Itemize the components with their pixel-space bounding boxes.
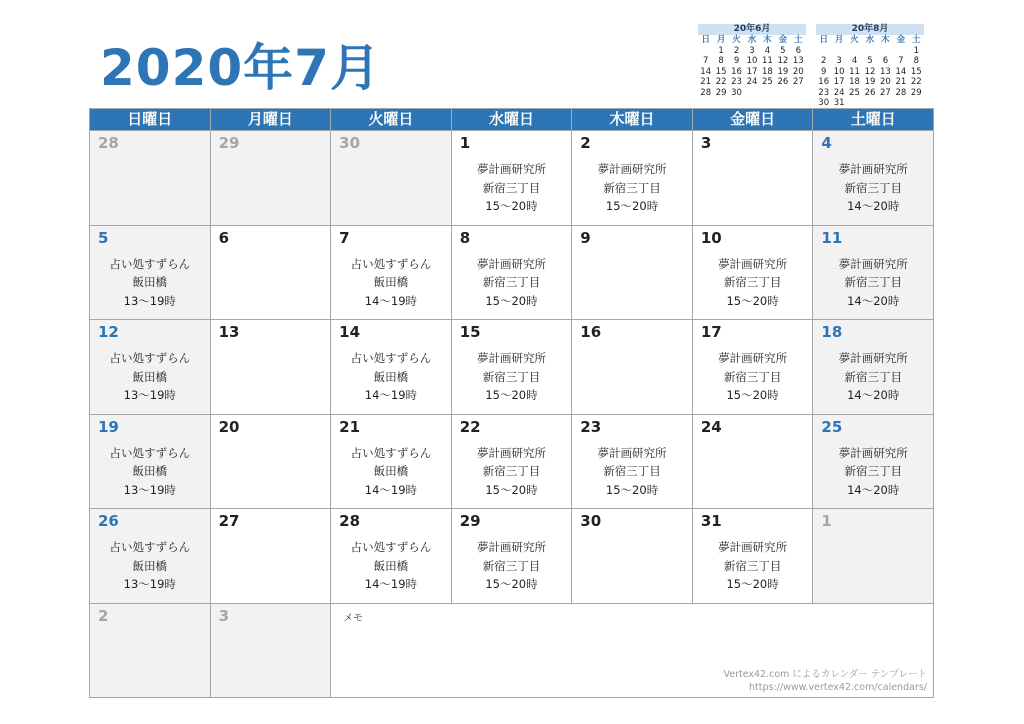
event-details (452, 444, 572, 500)
calendar-day-cell[interactable] (211, 226, 331, 320)
mini-calendar-title: 20年6月 (698, 24, 806, 35)
mini-day: 26 (777, 77, 789, 87)
weekday-header: 木曜日 (572, 109, 692, 130)
event-line: 新宿三丁目 (482, 464, 541, 478)
day-number: 16 (580, 323, 602, 341)
event-details (813, 255, 933, 311)
day-number: 5 (98, 228, 109, 247)
mini-day: 9 (733, 56, 740, 66)
day-number: 25 (821, 417, 843, 436)
mini-day: 7 (898, 56, 904, 66)
event-line: 占い処すずらん (109, 351, 191, 365)
mini-day: 23 (731, 77, 742, 87)
event-line: 15～20時 (485, 199, 538, 213)
mini-day: 28 (700, 87, 712, 98)
mini-weekday-label: 火 (732, 35, 741, 45)
calendar-day-cell[interactable] (452, 226, 572, 320)
mini-day: 6 (882, 56, 889, 66)
event-details (813, 444, 933, 500)
mini-day: 31 (833, 98, 845, 108)
event-line: 夢計画研究所 (718, 256, 788, 271)
mini-day: 28 (895, 87, 907, 98)
event-details (693, 255, 813, 311)
event-details (452, 255, 572, 311)
mini-weekday-label: 土 (912, 35, 921, 45)
event-line: 飯田橋 (132, 558, 168, 573)
mini-day: 1 (718, 45, 724, 56)
event-line: 夢計画研究所 (597, 445, 667, 460)
event-line: 新宿三丁目 (723, 558, 782, 573)
weekday-header: 金曜日 (693, 109, 813, 130)
mini-day: 20 (792, 66, 804, 77)
calendar-day-cell[interactable] (813, 226, 933, 320)
event-line: 15～20時 (605, 482, 659, 497)
event-line: 15～20時 (605, 199, 659, 213)
mini-day: 8 (718, 56, 724, 66)
mini-day (862, 46, 877, 57)
mini-day (816, 46, 831, 57)
mini-day: 29 (910, 87, 922, 98)
day-number: 11 (821, 228, 843, 247)
day-number: 18 (821, 323, 843, 341)
day-number: 30 (339, 134, 361, 152)
weekday-header: 日曜日 (90, 109, 210, 130)
mini-day (775, 88, 790, 99)
calendar-day-cell[interactable] (813, 509, 933, 603)
mini-day: 11 (849, 66, 860, 77)
day-number: 1 (821, 512, 832, 530)
mini-day: 12 (864, 66, 876, 77)
mini-day: 5 (867, 56, 873, 66)
calendar-day-cell[interactable] (813, 415, 933, 509)
weekday-header: 水曜日 (452, 109, 572, 130)
mini-day: 21 (700, 77, 712, 87)
event-line: 飯田橋 (132, 369, 168, 384)
mini-day: 5 (780, 45, 786, 56)
mini-day: 25 (762, 77, 773, 87)
calendar-day-cell[interactable] (211, 131, 331, 225)
day-number: 22 (459, 417, 481, 436)
mini-day (878, 98, 893, 109)
mini-day: 21 (895, 77, 907, 87)
mini-day: 22 (910, 77, 922, 87)
calendar-day-cell[interactable] (572, 415, 692, 509)
mini-day: 24 (746, 77, 758, 87)
mini-day: 14 (700, 66, 712, 77)
event-line: 15～20時 (485, 577, 538, 591)
event-line: 夢計画研究所 (838, 351, 908, 365)
mini-day: 18 (762, 66, 773, 77)
mini-weekday-label: 月 (716, 35, 726, 45)
event-line: 飯田橋 (373, 464, 409, 478)
calendar-day-cell[interactable] (331, 509, 451, 603)
mini-day (893, 98, 908, 109)
event-line: 新宿三丁目 (844, 275, 902, 289)
event-line: 新宿三丁目 (482, 558, 541, 573)
mini-day: 25 (849, 87, 860, 98)
event-details (572, 160, 692, 216)
event-line: 新宿三丁目 (482, 180, 541, 195)
mini-weekday-label: 月 (834, 35, 844, 45)
weekday-header: 土曜日 (813, 109, 933, 130)
page-title: 2020年7月 (100, 39, 381, 97)
event-line: 新宿三丁目 (723, 275, 782, 289)
event-details (90, 444, 210, 500)
event-line: 占い処すずらん (350, 445, 432, 460)
day-number: 3 (218, 606, 229, 625)
mini-day: 14 (895, 66, 907, 77)
calendar-day-cell[interactable] (452, 415, 572, 509)
mini-calendar-june (698, 24, 806, 98)
mini-calendar-grid (698, 35, 806, 98)
mini-day: 7 (703, 56, 709, 66)
event-details (813, 160, 933, 216)
mini-day: 4 (764, 45, 771, 56)
day-number: 3 (700, 134, 712, 152)
mini-day: 22 (715, 77, 727, 87)
event-line: 15～20時 (726, 293, 779, 308)
calendar-day-cell[interactable] (90, 415, 210, 509)
mini-day: 27 (792, 77, 804, 87)
day-number: 28 (339, 512, 361, 530)
credit-text: Vertex42.com によるカレンダー テンプレート (723, 669, 927, 680)
calendar-day-cell[interactable] (90, 131, 210, 225)
event-line: 新宿三丁目 (723, 369, 782, 384)
mini-day: 3 (749, 45, 755, 56)
day-number: 1 (459, 134, 471, 152)
mini-weekday-label: 木 (881, 35, 890, 45)
event-line: 13～19時 (123, 293, 176, 308)
mini-weekday-label: 金 (778, 35, 788, 45)
event-line: 夢計画研究所 (838, 445, 908, 460)
mini-day: 12 (777, 56, 789, 66)
event-line: 飯田橋 (373, 558, 409, 573)
event-line: 夢計画研究所 (476, 256, 546, 271)
month-calendar-grid (89, 108, 934, 698)
calendar-day-cell[interactable] (90, 320, 210, 414)
weekday-header: 火曜日 (331, 109, 451, 130)
event-line: 飯田橋 (373, 369, 409, 384)
mini-day: 10 (746, 56, 758, 66)
mini-day: 1 (913, 45, 919, 56)
mini-day: 23 (818, 87, 830, 98)
day-number: 4 (821, 134, 832, 152)
calendar-day-cell[interactable] (331, 415, 451, 509)
event-line: 新宿三丁目 (603, 180, 661, 195)
calendar-day-cell[interactable] (452, 131, 572, 225)
calendar-day-cell[interactable] (211, 320, 331, 414)
calendar-day-cell[interactable] (211, 604, 331, 698)
mini-day (744, 88, 759, 99)
mini-weekday-label: 金 (896, 35, 906, 45)
calendar-day-cell[interactable] (90, 226, 210, 320)
event-line: 14～19時 (364, 388, 418, 402)
event-line: 13～19時 (123, 388, 176, 402)
event-line: 夢計画研究所 (476, 351, 546, 365)
event-line: 占い処すずらん (109, 540, 191, 554)
event-line: 14～19時 (364, 482, 418, 497)
event-line: 15～20時 (485, 482, 538, 497)
day-number: 31 (700, 512, 722, 530)
credit-url[interactable]: https://www.vertex42.com/calendars/ (749, 682, 927, 693)
mini-weekday-label: 木 (763, 35, 772, 45)
calendar-day-cell[interactable] (211, 415, 331, 509)
event-line: 占い処すずらん (350, 540, 432, 554)
mini-day: 6 (795, 45, 801, 56)
calendar-day-cell[interactable] (693, 226, 813, 320)
event-details (331, 349, 451, 405)
calendar-day-cell[interactable] (331, 131, 451, 225)
event-line: 14～20時 (847, 482, 900, 497)
event-line: 占い処すずらん (109, 445, 191, 460)
event-details (90, 349, 210, 405)
event-line: 夢計画研究所 (597, 162, 667, 176)
event-line: 14～20時 (847, 293, 900, 308)
day-number: 24 (700, 417, 722, 436)
day-number: 6 (218, 228, 229, 247)
calendar-day-cell[interactable] (693, 509, 813, 603)
calendar-day-cell[interactable] (452, 320, 572, 414)
event-line: 飯田橋 (132, 275, 168, 289)
mini-day: 2 (821, 56, 827, 66)
calendar-day-cell[interactable] (90, 604, 210, 698)
event-details (90, 538, 210, 594)
mini-day: 19 (864, 77, 876, 87)
mini-day: 4 (851, 56, 858, 66)
event-details (572, 444, 692, 500)
calendar-day-cell[interactable] (813, 131, 933, 225)
day-number: 20 (218, 417, 240, 436)
mini-day: 15 (910, 66, 922, 77)
day-number: 26 (98, 512, 119, 530)
mini-weekday-label: 日 (701, 35, 710, 45)
day-number: 21 (339, 417, 361, 436)
mini-day: 30 (731, 87, 742, 98)
event-line: 夢計画研究所 (838, 256, 908, 271)
mini-day: 3 (836, 56, 842, 66)
event-line: 新宿三丁目 (482, 275, 541, 289)
calendar-day-cell[interactable] (813, 320, 933, 414)
calendar-day-cell[interactable] (693, 131, 813, 225)
calendar-day-cell[interactable] (572, 226, 692, 320)
mini-day (831, 46, 846, 57)
mini-day: 27 (880, 87, 891, 98)
event-line: 新宿三丁目 (482, 369, 541, 384)
event-line: 新宿三丁目 (844, 369, 902, 384)
day-number: 7 (339, 228, 350, 247)
event-line: 占い処すずらん (350, 351, 432, 365)
event-details (693, 349, 813, 405)
mini-day (760, 88, 775, 99)
day-number: 27 (218, 512, 240, 530)
mini-day: 16 (818, 77, 830, 87)
mini-day: 20 (880, 77, 891, 87)
mini-day: 11 (762, 56, 773, 66)
calendar-day-cell[interactable] (331, 320, 451, 414)
event-line: 飯田橋 (132, 464, 168, 478)
memo-area[interactable] (331, 604, 933, 698)
day-number: 12 (98, 323, 119, 341)
mini-day: 9 (821, 66, 827, 77)
day-number: 29 (218, 134, 240, 152)
mini-day: 17 (833, 77, 845, 87)
mini-day: 26 (864, 87, 876, 98)
event-line: 13～19時 (123, 577, 176, 591)
event-line: 15～20時 (485, 388, 538, 402)
event-line: 14～19時 (364, 577, 418, 591)
mini-weekday-label: 水 (747, 35, 757, 45)
calendar-day-cell[interactable] (452, 509, 572, 603)
event-line: 夢計画研究所 (838, 162, 908, 176)
mini-day (878, 46, 893, 57)
mini-day (791, 88, 806, 99)
mini-day (847, 98, 862, 109)
event-line: 占い処すずらん (109, 256, 191, 271)
mini-day: 18 (849, 77, 860, 87)
event-line: 14～20時 (847, 388, 900, 402)
calendar-day-cell[interactable] (572, 131, 692, 225)
day-number: 9 (580, 228, 591, 247)
mini-day (847, 46, 862, 57)
mini-day (698, 46, 713, 57)
mini-calendar-grid (816, 35, 924, 109)
event-details (813, 349, 933, 405)
memo-label: メモ (343, 612, 364, 624)
weekday-header: 月曜日 (211, 109, 331, 130)
event-line: 15～20時 (726, 577, 779, 591)
mini-day: 30 (818, 98, 830, 108)
event-line: 新宿三丁目 (844, 464, 902, 478)
event-line: 14～20時 (847, 199, 900, 213)
calendar-day-cell[interactable] (693, 415, 813, 509)
event-details (331, 538, 451, 594)
mini-day: 15 (715, 66, 727, 77)
event-line: 新宿三丁目 (603, 464, 661, 478)
day-number: 2 (580, 134, 591, 152)
mini-weekday-label: 火 (850, 35, 859, 45)
mini-weekday-label: 日 (819, 35, 828, 45)
day-number: 2 (98, 606, 109, 625)
mini-weekday-label: 水 (865, 35, 875, 45)
day-number: 8 (459, 228, 471, 247)
mini-day: 24 (833, 87, 845, 98)
mini-day (862, 98, 877, 109)
mini-day (893, 46, 908, 57)
day-number: 10 (700, 228, 722, 247)
calendar-day-cell[interactable] (693, 320, 813, 414)
mini-day: 19 (777, 66, 789, 77)
day-number: 19 (98, 417, 119, 436)
mini-calendar-title: 20年8月 (816, 24, 924, 35)
event-line: 15～20時 (726, 388, 779, 402)
event-line: 新宿三丁目 (844, 180, 902, 195)
event-details (331, 255, 451, 311)
event-line: 占い処すずらん (350, 256, 432, 271)
calendar-day-cell[interactable] (90, 509, 210, 603)
event-details (452, 538, 572, 594)
event-details (331, 444, 451, 500)
mini-calendar-august (816, 24, 924, 109)
day-number: 28 (98, 134, 119, 152)
template-credit (723, 668, 927, 694)
calendar-day-cell[interactable] (572, 320, 692, 414)
event-line: 15～20時 (485, 293, 538, 308)
mini-day: 13 (880, 66, 891, 77)
event-line: 夢計画研究所 (718, 540, 788, 554)
event-line: 14～19時 (364, 293, 418, 308)
day-number: 30 (580, 512, 602, 530)
mini-day: 8 (913, 56, 919, 66)
event-details (452, 349, 572, 405)
mini-day: 2 (733, 45, 740, 56)
event-line: 13～19時 (123, 482, 176, 497)
mini-day: 10 (833, 66, 845, 77)
event-details (693, 538, 813, 594)
event-line: 夢計画研究所 (476, 162, 546, 176)
event-line: 夢計画研究所 (476, 445, 546, 460)
event-line: 飯田橋 (373, 275, 409, 289)
mini-weekday-label: 土 (794, 35, 803, 45)
day-number: 15 (459, 323, 481, 341)
day-number: 29 (459, 512, 481, 530)
mini-day: 16 (731, 66, 742, 77)
day-number: 23 (580, 417, 602, 436)
event-details (90, 255, 210, 311)
mini-day: 13 (792, 56, 804, 66)
mini-day (909, 98, 924, 109)
calendar-day-cell[interactable] (331, 226, 451, 320)
mini-day: 29 (715, 87, 727, 98)
event-details (452, 160, 572, 216)
calendar-day-cell[interactable] (572, 509, 692, 603)
event-line: 夢計画研究所 (718, 351, 788, 365)
day-number: 13 (218, 323, 240, 341)
day-number: 17 (700, 323, 722, 341)
day-number: 14 (339, 323, 361, 341)
mini-day: 17 (746, 66, 758, 77)
event-line: 夢計画研究所 (476, 540, 546, 554)
calendar-day-cell[interactable] (211, 509, 331, 603)
